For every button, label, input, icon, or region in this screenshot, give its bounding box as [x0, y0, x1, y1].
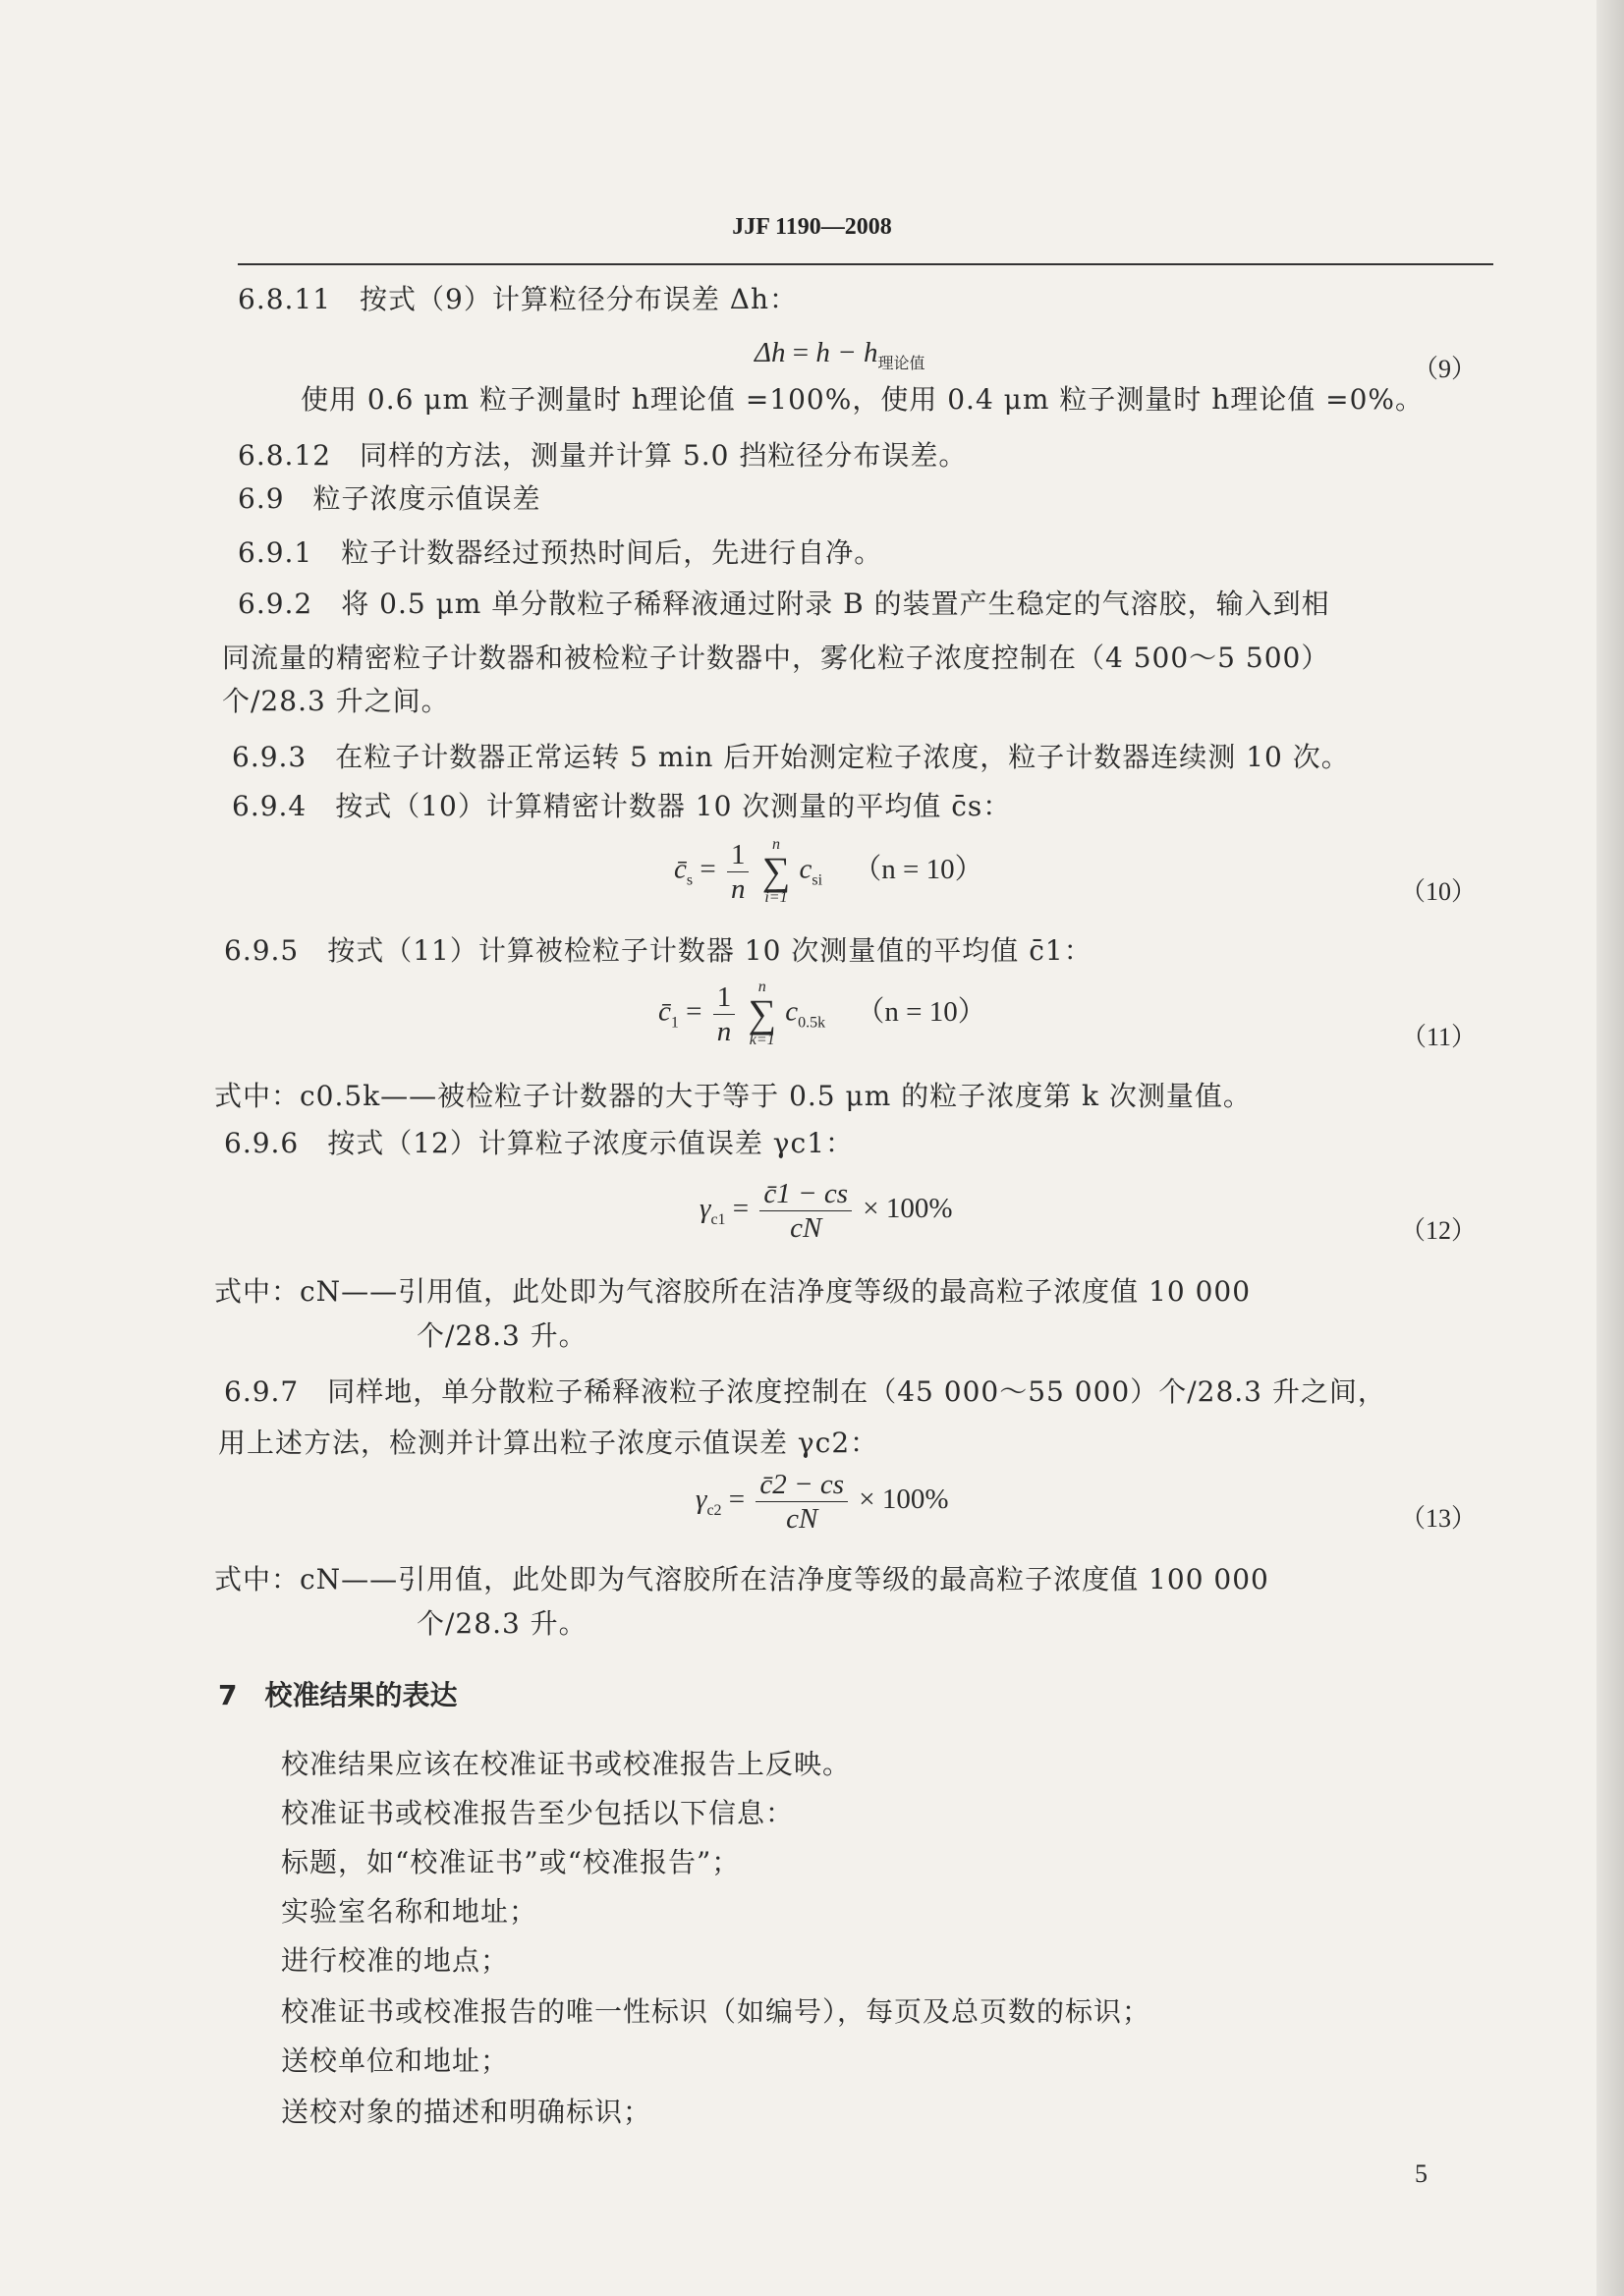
clause-6-9-2-line2: 同流量的精密粒子计数器和被检粒子计数器中，雾化粒子浓度控制在（4 500～5 500） — [222, 642, 1330, 674]
eq11-sum: n ∑ k=1 — [748, 979, 776, 1048]
eq13-lhs: γ — [696, 1484, 707, 1516]
section-7-item: 校准证书或校准报告的唯一性标识（如编号），每页及总页数的标识； — [281, 1995, 1151, 2028]
where-cn-10000: 式中：cN——引用值，此处即为气溶胶所在洁净度等级的最高粒子浓度值 10 000 — [214, 1275, 1252, 1308]
eq11-den: n — [716, 1015, 732, 1047]
eq11-term: c — [785, 995, 799, 1028]
where-cn-100000: 式中：cN——引用值，此处即为气溶胶所在洁净度等级的最高粒子浓度值 100 000 — [214, 1563, 1269, 1596]
eq13-den: cN — [786, 1503, 818, 1535]
section-7-item: 标题，如“校准证书”或“校准报告”； — [281, 1846, 741, 1878]
eq12-tail: × 100% — [863, 1193, 953, 1225]
clause-usage-note: 使用 0.6 μm 粒子测量时 h理论值 =100%，使用 0.4 μm 粒子测量时 h理论值 =0%。 — [301, 383, 1425, 416]
section-7-item: 送校对象的描述和明确标识； — [281, 2096, 652, 2128]
eq11-term-sub: 0.5k — [798, 1014, 826, 1032]
section-7-item: 进行校准的地点； — [281, 1944, 510, 1977]
eq10-cond: （n = 10） — [853, 853, 983, 885]
equation-11-number: （11） — [1400, 1023, 1477, 1051]
where-cn-100000-cont: 个/28.3 升。 — [417, 1607, 588, 1640]
equation-13: $\gamma_{c2}$ = $\frac{c̄2 - cs}{cN}$ × 100% — [696, 1469, 949, 1535]
eq10-term-sub: si — [812, 871, 823, 889]
eq12-den: cN — [790, 1212, 822, 1244]
eq10-sum: n ∑ i=1 — [761, 836, 791, 906]
eq11-sum-top: n — [757, 979, 766, 995]
eq12-lhs-sub: c1 — [710, 1210, 726, 1228]
clause-6-8-12: 6.8.12 同样的方法，测量并计算 5.0 挡粒径分布误差。 — [238, 439, 968, 472]
section-7-item: 校准结果应该在校准证书或校准报告上反映。 — [281, 1748, 852, 1780]
section-7-item: 实验室名称和地址； — [281, 1895, 538, 1928]
equation-13-number: （13） — [1399, 1504, 1477, 1533]
eq10-sum-bot: i=1 — [764, 889, 788, 906]
eq13-lhs-sub: c2 — [706, 1501, 722, 1519]
where-cn-10000-cont: 个/28.3 升。 — [417, 1319, 588, 1352]
equation-12-number: （12） — [1399, 1216, 1477, 1245]
eq10-den: n — [730, 872, 746, 905]
eq10-term: c — [799, 853, 812, 885]
clause-6-9-4: 6.9.4 按式（10）计算精密计数器 10 次测量的平均值 c̄s： — [232, 790, 1012, 822]
section-7-heading: 7 校准结果的表达 — [218, 1679, 458, 1711]
eq11-sum-bot: k=1 — [749, 1032, 775, 1048]
eq11-lhs: c̄ — [658, 995, 671, 1028]
document-code: JJF 1190—2008 — [732, 214, 892, 240]
eq13-tail: × 100% — [859, 1484, 949, 1516]
eq13-fraction — [756, 1470, 848, 1534]
clause-6-9-1: 6.9.1 粒子计数器经过预热时间后，先进行自净。 — [238, 536, 883, 569]
section-7-item: 送校单位和地址； — [281, 2044, 510, 2077]
clause-6-8-11: 6.8.11 按式（9）计算粒径分布误差 Δh： — [238, 283, 799, 315]
clause-6-9-3: 6.9.3 在粒子计数器正常运转 5 min 后开始测定粒子浓度，粒子计数器连续测 10 次。 — [232, 741, 1350, 773]
eq12-num: c̄1 − cs — [759, 1179, 852, 1211]
equation-10-number: （10） — [1399, 877, 1477, 906]
equation-12: $\gamma_{c1}$ = $\frac{c̄1 - cs}{cN}$ × 100% — [700, 1178, 953, 1244]
clause-6-9-2-line3: 个/28.3 升之间。 — [222, 685, 450, 717]
eq10-fraction — [727, 840, 750, 904]
eq9-rhs: h − h — [815, 337, 878, 368]
clause-6-9-7-line1: 6.9.7 同样地，单分散粒子稀释液粒子浓度控制在（45 000～55 000）个/28.3 升之间， — [224, 1375, 1386, 1408]
clause-6-9-2-line1: 6.9.2 将 0.5 μm 单分散粒子稀释液通过附录 B 的装置产生稳定的气溶胶，输入到相 — [238, 588, 1330, 620]
clause-6-9-7-line2: 用上述方法，检测并计算出粒子浓度示值误差 γc2： — [218, 1427, 879, 1459]
equation-9: $\Delta h = h - h_{理论值}$ — [755, 337, 925, 372]
clause-6-9-6: 6.9.6 按式（12）计算粒子浓度示值误差 γc1： — [224, 1127, 855, 1159]
equation-11: $c̄_1$ = $\frac{1}{n}$ n ∑ k=1 $c_{0.5k}$ （n = 10） — [658, 979, 986, 1048]
equation-9-number: （9） — [1412, 355, 1477, 383]
section-7-item: 校准证书或校准报告至少包括以下信息： — [281, 1797, 795, 1829]
eq11-lhs-sub: 1 — [670, 1014, 679, 1032]
eq11-fraction — [713, 982, 736, 1046]
eq11-cond: （n = 10） — [856, 995, 986, 1028]
eq9-rhs-sub: 理论值 — [877, 355, 925, 372]
where-c05k: 式中：c0.5k——被检粒子计数器的大于等于 0.5 μm 的粒子浓度第 k 次测量值。 — [214, 1080, 1252, 1112]
eq10-lhs-sub: s — [686, 871, 694, 889]
page-edge — [1596, 0, 1624, 2296]
clause-6-9: 6.9 粒子浓度示值误差 — [238, 482, 541, 515]
header-rule — [238, 263, 1493, 265]
eq13-num: c̄2 − cs — [756, 1470, 848, 1502]
equation-10: $c̄_s$ = $\frac{1}{n}$ n ∑ i=1 $c_{si}$ （n = 10） — [674, 836, 983, 906]
eq12-fraction — [759, 1179, 852, 1243]
eq10-lhs: c̄ — [674, 853, 687, 885]
eq10-num: 1 — [727, 840, 750, 872]
page-number: 5 — [1415, 2159, 1428, 2188]
eq9-lhs: Δh — [755, 337, 786, 368]
eq10-sum-top: n — [771, 836, 780, 853]
eq12-lhs: γ — [700, 1193, 711, 1225]
clause-6-9-5: 6.9.5 按式（11）计算被检粒子计数器 10 次测量值的平均值 c̄1： — [224, 934, 1092, 967]
eq11-num: 1 — [713, 982, 736, 1015]
